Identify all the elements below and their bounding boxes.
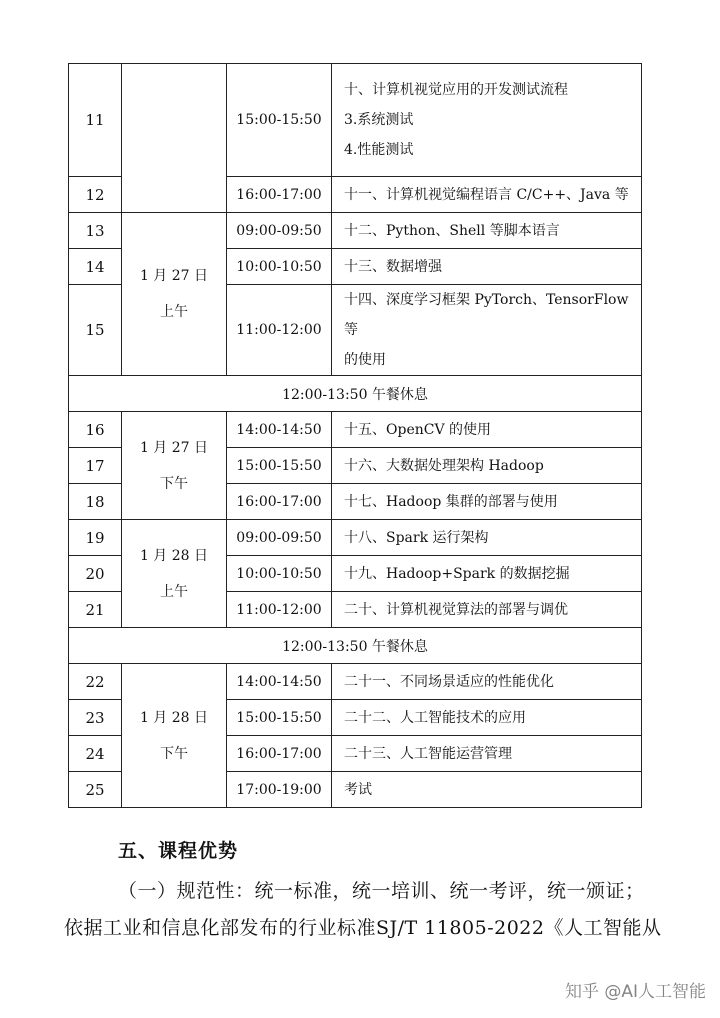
lesson-topic: [332, 484, 642, 520]
lesson-number: 19: [69, 520, 122, 556]
lesson-topic-line: 二十、计算机视觉算法的部署与调优: [344, 601, 568, 618]
lesson-time: 11:00-12:00: [227, 285, 332, 376]
lesson-number: 17: [69, 448, 122, 484]
lesson-topic-line: 十五、OpenCV 的使用: [344, 421, 492, 438]
lesson-topic: [332, 213, 642, 249]
lesson-topic: [332, 556, 642, 592]
lesson-topic-line: 十一、计算机视觉编程语言 C/C++、Java 等: [344, 186, 629, 203]
lesson-topic: [332, 285, 642, 376]
lesson-time: 16:00-17:00: [227, 484, 332, 520]
session-date-cell: [122, 213, 227, 376]
lesson-topic: [332, 520, 642, 556]
paragraph-standardization: （一）规范性：统一标准，统一培训、统一考评，统一颁证；: [118, 880, 645, 902]
table-row: [69, 64, 642, 177]
lesson-number: 14: [69, 249, 122, 285]
lesson-topic: [332, 448, 642, 484]
lesson-topic-line: 二十一、不同场景适应的性能优化: [344, 673, 554, 690]
lesson-topic: [332, 736, 642, 772]
course-schedule-table: [68, 63, 642, 808]
lesson-topic: [332, 664, 642, 700]
schedule-body: [69, 64, 642, 808]
lesson-topic: [332, 177, 642, 213]
paragraph-standard-reference: 依据工业和信息化部发布的行业标准SJ/T 11805-2022《人工智能从: [64, 917, 662, 939]
lesson-number: 20: [69, 556, 122, 592]
lesson-topic: [332, 700, 642, 736]
session-period: 上午: [160, 304, 188, 320]
lesson-number: 21: [69, 592, 122, 628]
lesson-number: 11: [69, 64, 122, 177]
session-period: 下午: [160, 475, 188, 492]
lesson-number: 24: [69, 736, 122, 772]
lesson-topic: [332, 772, 642, 808]
lesson-time: 10:00-10:50: [227, 556, 332, 592]
table-row: [69, 213, 642, 249]
lesson-topic-line: 十二、Python、Shell 等脚本语言: [344, 222, 560, 239]
lesson-topic: [332, 592, 642, 628]
lesson-topic: [332, 64, 642, 177]
lesson-topic-line: 的使用: [344, 352, 386, 368]
session-date-cell: [122, 64, 227, 213]
zhihu-watermark: 知乎 @AI人工智能: [564, 982, 706, 1002]
lesson-topic-line: 4.性能测试: [344, 142, 414, 158]
lesson-time: 16:00-17:00: [227, 177, 332, 213]
lesson-time: 15:00-15:50: [227, 700, 332, 736]
lesson-topic: [332, 249, 642, 285]
lesson-time: 09:00-09:50: [227, 520, 332, 556]
session-date: 1 月 28 日: [139, 709, 209, 726]
lesson-number: 18: [69, 484, 122, 520]
lesson-time: 15:00-15:50: [227, 448, 332, 484]
lesson-time: 16:00-17:00: [227, 736, 332, 772]
session-period: 下午: [160, 745, 188, 762]
lesson-number: 13: [69, 213, 122, 249]
lesson-number: 16: [69, 412, 122, 448]
lunch-break-label: 12:00-13:50 午餐休息: [69, 628, 642, 664]
session-date-cell: [122, 520, 227, 628]
lesson-time: 10:00-10:50: [227, 249, 332, 285]
session-date: 1 月 27 日: [139, 439, 209, 456]
table-row: [69, 664, 642, 700]
section-title: 五、课程优势: [118, 840, 239, 862]
lunch-break-row: [69, 376, 642, 412]
lesson-time: 14:00-14:50: [227, 664, 332, 700]
table-row: [69, 520, 642, 556]
lesson-topic-line: 十九、Hadoop+Spark 的数据挖掘: [344, 565, 570, 582]
lesson-topic-line: 十八、Spark 运行架构: [344, 529, 489, 546]
lesson-number: 15: [69, 285, 122, 376]
lesson-time: 09:00-09:50: [227, 213, 332, 249]
lunch-break-row: [69, 628, 642, 664]
lunch-break-label: 12:00-13:50 午餐休息: [69, 376, 642, 412]
table-row: [69, 412, 642, 448]
session-date-cell: [122, 664, 227, 808]
lesson-topic-line: 十六、大数据处理架构 Hadoop: [344, 457, 544, 474]
lesson-topic: [332, 412, 642, 448]
lesson-topic-line: 二十二、人工智能技术的应用: [344, 709, 526, 726]
lesson-number: 23: [69, 700, 122, 736]
lesson-topic-line: 十四、深度学习框架 PyTorch、TensorFlow 等: [344, 292, 629, 338]
lesson-time: 11:00-12:00: [227, 592, 332, 628]
session-date: 1 月 27 日: [139, 268, 209, 284]
lesson-topic-line: 3.系统测试: [344, 112, 414, 128]
lesson-topic-line: 二十三、人工智能运营管理: [344, 745, 512, 762]
lesson-number: 25: [69, 772, 122, 808]
lesson-topic-line: 十七、Hadoop 集群的部署与使用: [344, 493, 558, 510]
lesson-time: 14:00-14:50: [227, 412, 332, 448]
session-date: 1 月 28 日: [139, 547, 209, 564]
lesson-topic-line: 十、计算机视觉应用的开发测试流程: [344, 82, 568, 98]
lesson-topic-line: 考试: [344, 781, 372, 798]
lesson-time: 17:00-19:00: [227, 772, 332, 808]
lesson-topic-line: 十三、数据增强: [344, 258, 442, 275]
session-period: 上午: [160, 583, 188, 600]
session-date-cell: [122, 412, 227, 520]
lesson-time: 15:00-15:50: [227, 64, 332, 177]
lesson-number: 12: [69, 177, 122, 213]
lesson-number: 22: [69, 664, 122, 700]
